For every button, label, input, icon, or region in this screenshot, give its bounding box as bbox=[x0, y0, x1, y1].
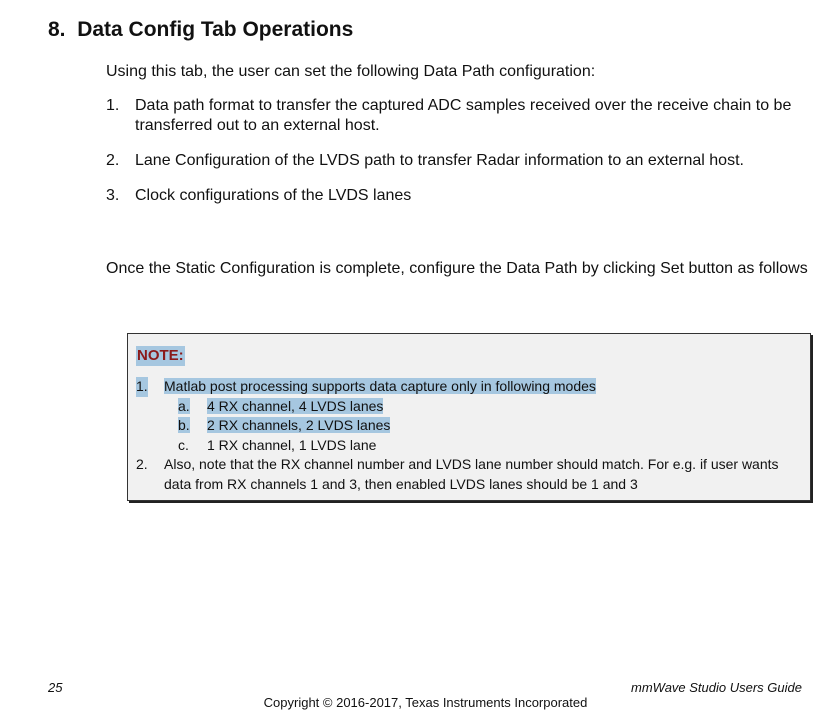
list-item-text: Data path format to transfer the captured ADC samples received over the receive chain to be transferred out to an external host. bbox=[135, 97, 792, 134]
note-item-number: 1. bbox=[136, 377, 148, 397]
note-list bbox=[136, 377, 806, 494]
section-title: Data Config Tab Operations bbox=[77, 18, 354, 41]
note-sub-item bbox=[136, 397, 806, 417]
note-box bbox=[127, 333, 811, 501]
list-item-text: Lane Configuration of the LVDS path to transfer Radar information to an external host. bbox=[135, 152, 744, 169]
note-item-text: Matlab post processing supports data capture only in following modes bbox=[164, 378, 596, 394]
note-sub-text: 2 RX channels, 2 LVDS lanes bbox=[207, 417, 391, 433]
note-sub-text: 4 RX channel, 4 LVDS lanes bbox=[207, 397, 384, 414]
list-item bbox=[106, 96, 806, 136]
section-heading bbox=[48, 18, 353, 42]
guide-title: mmWave Studio Users Guide bbox=[631, 680, 802, 695]
note-sub-number: b. bbox=[178, 417, 190, 433]
section-number: 8. bbox=[48, 18, 66, 41]
config-list bbox=[106, 96, 806, 221]
copyright: Copyright © 2016-2017, Texas Instruments Incorporated bbox=[263, 695, 588, 710]
note-sub-number: c. bbox=[178, 436, 189, 453]
note-sub-item bbox=[136, 436, 806, 456]
outro-paragraph: Once the Static Configuration is complete, configure the Data Path by clicking Set button as follows bbox=[106, 260, 808, 277]
note-title: NOTE: bbox=[137, 347, 184, 364]
list-item-number: 2. bbox=[106, 152, 120, 169]
note-item bbox=[136, 377, 806, 397]
intro-paragraph: Using this tab, the user can set the following Data Path configuration: bbox=[106, 63, 596, 80]
list-item-number: 1. bbox=[106, 97, 120, 114]
list-item bbox=[106, 186, 806, 206]
list-item bbox=[106, 151, 806, 171]
note-sub-text: 1 RX channel, 1 LVDS lane bbox=[207, 436, 377, 453]
note-item bbox=[136, 455, 806, 494]
list-item-text: Clock configurations of the LVDS lanes bbox=[135, 187, 412, 204]
note-item-text: Also, note that the RX channel number and LVDS lane number should match. For e.g. if user wants data from RX channels 1 and 3, then enabled LVDS lanes should be 1 and 3 bbox=[164, 456, 779, 492]
note-item-number: 2. bbox=[136, 456, 148, 472]
note-sub-number: a. bbox=[178, 397, 190, 414]
list-item-number: 3. bbox=[106, 187, 120, 204]
note-sub-item bbox=[136, 416, 806, 436]
page-number: 25 bbox=[48, 680, 63, 695]
